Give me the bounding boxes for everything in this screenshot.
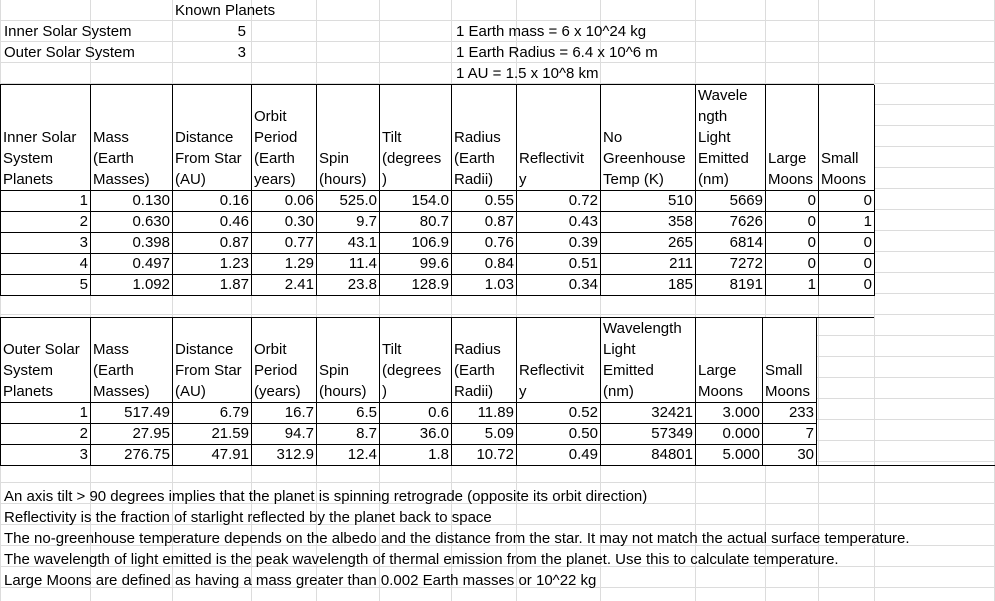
table-cell[interactable]: 84801 <box>601 445 696 466</box>
header-line: y <box>519 171 527 188</box>
table-cell[interactable]: 0.84 <box>452 254 517 275</box>
table-cell[interactable]: 0 <box>819 233 875 254</box>
table-cell[interactable]: 21.59 <box>173 424 252 445</box>
header-line: Large <box>698 362 737 379</box>
header-line: ) <box>382 171 387 188</box>
table-cell[interactable]: 99.6 <box>380 254 452 275</box>
header-line: Radius <box>454 129 501 146</box>
table-cell[interactable]: 47.91 <box>173 445 252 466</box>
header-line: (Earth <box>254 150 295 167</box>
gridline-horizontal <box>0 314 995 315</box>
header-line: From Star <box>175 362 242 379</box>
table-cell[interactable]: 154.0 <box>380 191 452 212</box>
header-line: Moons <box>698 383 744 400</box>
col-wavelength-header[interactable] <box>601 318 696 403</box>
header-line: Period <box>254 362 298 379</box>
gridline-horizontal <box>0 482 995 483</box>
table-cell[interactable]: 32421 <box>601 403 696 424</box>
table-cell[interactable]: 5 <box>1 275 91 296</box>
table-cell[interactable]: 525.0 <box>317 191 380 212</box>
table-cell[interactable]: 4 <box>1 254 91 275</box>
header-line: Greenhouse <box>603 150 686 167</box>
table-cell[interactable]: 57349 <box>601 424 696 445</box>
header-line: Emitted <box>698 150 749 167</box>
col-planet-number-header[interactable] <box>1 85 91 191</box>
table-cell[interactable]: 510 <box>601 191 696 212</box>
header-line: (years) <box>254 383 301 400</box>
col-mass-header[interactable] <box>91 318 173 403</box>
header-line: (hours) <box>319 383 367 400</box>
table-cell[interactable]: 16.7 <box>252 403 317 424</box>
header-line: Emitted <box>603 362 654 379</box>
table-cell[interactable]: 5.000 <box>696 445 763 466</box>
header-line: (Earth <box>454 150 495 167</box>
table-cell[interactable]: 128.9 <box>380 275 452 296</box>
inner-planets-table <box>0 85 875 296</box>
table-cell[interactable]: 6814 <box>696 233 766 254</box>
notes-top-rule <box>0 465 995 466</box>
table-cell[interactable]: 7626 <box>696 212 766 233</box>
table-cell[interactable]: 233 <box>763 403 817 424</box>
table-cell[interactable]: 6.5 <box>317 403 380 424</box>
table-cell[interactable]: 106.9 <box>380 233 452 254</box>
table-cell[interactable]: 0.50 <box>517 424 601 445</box>
table-cell[interactable]: 10.72 <box>452 445 517 466</box>
header-line: ) <box>382 383 387 400</box>
table-cell[interactable]: 0 <box>766 191 819 212</box>
col-small-moons-header[interactable] <box>819 85 875 191</box>
table-cell[interactable]: 2 <box>1 424 91 445</box>
table-cell[interactable]: 0.16 <box>173 191 252 212</box>
header-line: No <box>603 129 623 146</box>
col-large-moons-header[interactable] <box>696 318 763 403</box>
table-cell[interactable]: 8.7 <box>317 424 380 445</box>
header-line: Moons <box>768 171 814 188</box>
table-cell[interactable]: 0 <box>766 233 819 254</box>
table-cell[interactable]: 23.8 <box>317 275 380 296</box>
table-cell[interactable]: 1 <box>1 191 91 212</box>
header-line: Wavelength <box>603 320 682 337</box>
table-cell[interactable]: 1.03 <box>452 275 517 296</box>
table-cell[interactable]: 0.34 <box>517 275 601 296</box>
table-cell[interactable]: 2.41 <box>252 275 317 296</box>
table-cell[interactable]: 43.1 <box>317 233 380 254</box>
col-small-moons-header[interactable] <box>763 318 817 403</box>
table-cell[interactable]: 94.7 <box>252 424 317 445</box>
table-cell[interactable]: 3.000 <box>696 403 763 424</box>
header-line: (hours) <box>319 171 367 188</box>
header-line: Outer Solar <box>3 341 80 358</box>
note-line[interactable]: Large Moons are defined as having a mass greater than 0.002 Earth masses or 10^22 kg <box>4 572 597 589</box>
header-line: (degrees <box>382 150 442 167</box>
table-cell[interactable]: 0.30 <box>252 212 317 233</box>
header-line: Inner Solar <box>3 129 77 146</box>
header-line: (Earth <box>93 362 134 379</box>
header-line: Temp (K) <box>603 171 664 188</box>
header-line: Orbit <box>254 341 287 358</box>
header-line: Planets <box>3 383 54 400</box>
table-cell[interactable]: 0 <box>766 254 819 275</box>
header-line: Reflectivit <box>519 150 585 167</box>
table-cell[interactable]: 27.95 <box>91 424 173 445</box>
table-row <box>1 275 875 296</box>
col-spin-header[interactable] <box>317 318 380 403</box>
table-cell[interactable]: 7272 <box>696 254 766 275</box>
table-cell[interactable]: 0 <box>766 212 819 233</box>
table-cell[interactable]: 265 <box>601 233 696 254</box>
col-radius-header[interactable] <box>452 318 517 403</box>
table-cell[interactable]: 1.87 <box>173 275 252 296</box>
header-line: Tilt <box>382 129 402 146</box>
header-line: (AU) <box>175 383 206 400</box>
table-cell[interactable]: 1.8 <box>380 445 452 466</box>
col-distance-header[interactable] <box>173 85 252 191</box>
header-line: Masses) <box>93 383 150 400</box>
table-cell[interactable]: 276.75 <box>91 445 173 466</box>
header-line: (AU) <box>175 171 206 188</box>
table-cell[interactable]: 1.23 <box>173 254 252 275</box>
known-planets-header[interactable]: Known Planets <box>175 2 276 19</box>
table-row <box>1 445 817 466</box>
note-line[interactable]: Reflectivity is the fraction of starlight reflected by the planet back to space <box>4 509 492 526</box>
earth-mass-constant[interactable]: 1 Earth mass = 6 x 10^24 kg <box>456 23 647 40</box>
header-line: System <box>3 150 54 167</box>
au-constant[interactable]: 1 AU = 1.5 x 10^8 km <box>456 65 599 82</box>
table-cell[interactable]: 7 <box>763 424 817 445</box>
table-cell[interactable]: 80.7 <box>380 212 452 233</box>
table-cell[interactable]: 0.39 <box>517 233 601 254</box>
table-cell[interactable]: 0.52 <box>517 403 601 424</box>
col-distance-header[interactable] <box>173 318 252 403</box>
header-line: Radii) <box>454 383 494 400</box>
table-cell[interactable]: 517.49 <box>91 403 173 424</box>
col-wavelength-header[interactable] <box>696 85 766 191</box>
header-line: Small <box>765 362 803 379</box>
table-cell[interactable]: 0.72 <box>517 191 601 212</box>
table-cell[interactable]: 0.46 <box>173 212 252 233</box>
header-line: From Star <box>175 150 242 167</box>
col-large-moons-header[interactable] <box>766 85 819 191</box>
table-cell[interactable]: 1.092 <box>91 275 173 296</box>
table-row <box>1 254 875 275</box>
col-mass-header[interactable] <box>91 85 173 191</box>
header-line: Mass <box>93 129 129 146</box>
col-tilt-header[interactable] <box>380 318 452 403</box>
header-line: Reflectivit <box>519 362 585 379</box>
table-row <box>1 212 875 233</box>
header-line: Tilt <box>382 341 402 358</box>
col-orbit-period-header[interactable] <box>252 85 317 191</box>
table-cell[interactable]: 1.29 <box>252 254 317 275</box>
table-cell[interactable]: 11.4 <box>317 254 380 275</box>
table-cell[interactable]: 0.630 <box>91 212 173 233</box>
inner-planet-count[interactable]: 5 <box>237 23 246 40</box>
header-line: ngth <box>698 108 728 125</box>
earth-radius-constant[interactable]: 1 Earth Radius = 6.4 x 10^6 m <box>456 44 658 61</box>
header-line: Planets <box>3 171 54 188</box>
header-line: Spin <box>319 362 350 379</box>
table-cell[interactable]: 0.000 <box>696 424 763 445</box>
header-line: (Earth <box>454 362 495 379</box>
outer-solar-system-label[interactable]: Outer Solar System <box>4 44 135 61</box>
table-cell[interactable]: 0.87 <box>173 233 252 254</box>
table-cell[interactable]: 5.09 <box>452 424 517 445</box>
table-cell[interactable]: 0.49 <box>517 445 601 466</box>
header-line: y <box>519 383 527 400</box>
header-line: Distance <box>175 129 234 146</box>
header-line: years) <box>254 171 296 188</box>
table-cell[interactable]: 211 <box>601 254 696 275</box>
table-cell[interactable]: 9.7 <box>317 212 380 233</box>
table-cell[interactable]: 5669 <box>696 191 766 212</box>
table-cell[interactable]: 0.130 <box>91 191 173 212</box>
table-cell[interactable]: 0.87 <box>452 212 517 233</box>
col-reflectivity-header[interactable] <box>517 318 601 403</box>
table-cell[interactable]: 0.77 <box>252 233 317 254</box>
table-cell[interactable]: 0.51 <box>517 254 601 275</box>
table-row <box>1 233 875 254</box>
header-line: Radius <box>454 341 501 358</box>
table-cell[interactable]: 0.6 <box>380 403 452 424</box>
header-row <box>1 85 875 191</box>
header-line: Light <box>603 341 636 358</box>
col-planet-number-header[interactable] <box>1 318 91 403</box>
header-line: (nm) <box>698 171 729 188</box>
header-line: Large <box>768 150 807 167</box>
table-cell[interactable]: 2 <box>1 212 91 233</box>
header-line: Orbit <box>254 108 287 125</box>
table-cell[interactable]: 0.398 <box>91 233 173 254</box>
header-line: (Earth <box>93 150 134 167</box>
note-line[interactable]: An axis tilt > 90 degrees implies that the planet is spinning retrograde (opposite its orbit direction) <box>4 488 648 505</box>
header-line: Wavele <box>698 87 748 104</box>
header-line: Moons <box>765 383 811 400</box>
table-cell[interactable]: 0.43 <box>517 212 601 233</box>
col-no-greenhouse-temp-header[interactable] <box>601 85 696 191</box>
table-cell[interactable]: 0.497 <box>91 254 173 275</box>
table-cell[interactable]: 1 <box>1 403 91 424</box>
table-cell[interactable]: 30 <box>763 445 817 466</box>
table-cell[interactable]: 36.0 <box>380 424 452 445</box>
col-radius-header[interactable] <box>452 85 517 191</box>
note-line[interactable]: The no-greenhouse temperature depends on the albedo and the distance from the star. It may not match the actual surface temperature. <box>4 530 910 547</box>
col-spin-header[interactable] <box>317 85 380 191</box>
table-cell[interactable]: 0.76 <box>452 233 517 254</box>
col-reflectivity-header[interactable] <box>517 85 601 191</box>
header-line: System <box>3 362 54 379</box>
table-cell[interactable]: 312.9 <box>252 445 317 466</box>
outer-planet-count[interactable]: 3 <box>237 44 246 61</box>
header-row <box>1 318 817 403</box>
table-cell[interactable]: 1 <box>819 212 875 233</box>
header-line: Radii) <box>454 171 494 188</box>
table-cell[interactable]: 0.55 <box>452 191 517 212</box>
col-tilt-header[interactable] <box>380 85 452 191</box>
table-cell[interactable]: 0.06 <box>252 191 317 212</box>
outer-planets-table <box>0 318 817 466</box>
header-line: Period <box>254 129 298 146</box>
table-cell[interactable]: 3 <box>1 233 91 254</box>
table-row <box>1 403 817 424</box>
table-cell[interactable]: 8191 <box>696 275 766 296</box>
table-cell[interactable]: 0 <box>819 191 875 212</box>
note-line[interactable]: The wavelength of light emitted is the peak wavelength of thermal emission from the planet. Use this to calculate temperature. <box>4 551 839 568</box>
table-cell[interactable]: 1 <box>766 275 819 296</box>
header-line: Masses) <box>93 171 150 188</box>
header-line: Small <box>821 150 859 167</box>
table-cell[interactable]: 3 <box>1 445 91 466</box>
table-cell[interactable]: 12.4 <box>317 445 380 466</box>
table-cell[interactable]: 358 <box>601 212 696 233</box>
table-cell[interactable]: 0 <box>819 254 875 275</box>
header-line: Moons <box>821 171 867 188</box>
table-cell[interactable]: 6.79 <box>173 403 252 424</box>
col-orbit-period-header[interactable] <box>252 318 317 403</box>
header-line: (nm) <box>603 383 634 400</box>
table-cell[interactable]: 11.89 <box>452 403 517 424</box>
table-cell[interactable]: 185 <box>601 275 696 296</box>
table-row <box>1 191 875 212</box>
header-line: (degrees <box>382 362 442 379</box>
header-line: Spin <box>319 150 350 167</box>
inner-solar-system-label[interactable]: Inner Solar System <box>4 23 132 40</box>
header-line: Light <box>698 129 731 146</box>
header-line: Mass <box>93 341 129 358</box>
table-cell[interactable]: 0 <box>819 275 875 296</box>
table-row <box>1 424 817 445</box>
header-line: Distance <box>175 341 234 358</box>
